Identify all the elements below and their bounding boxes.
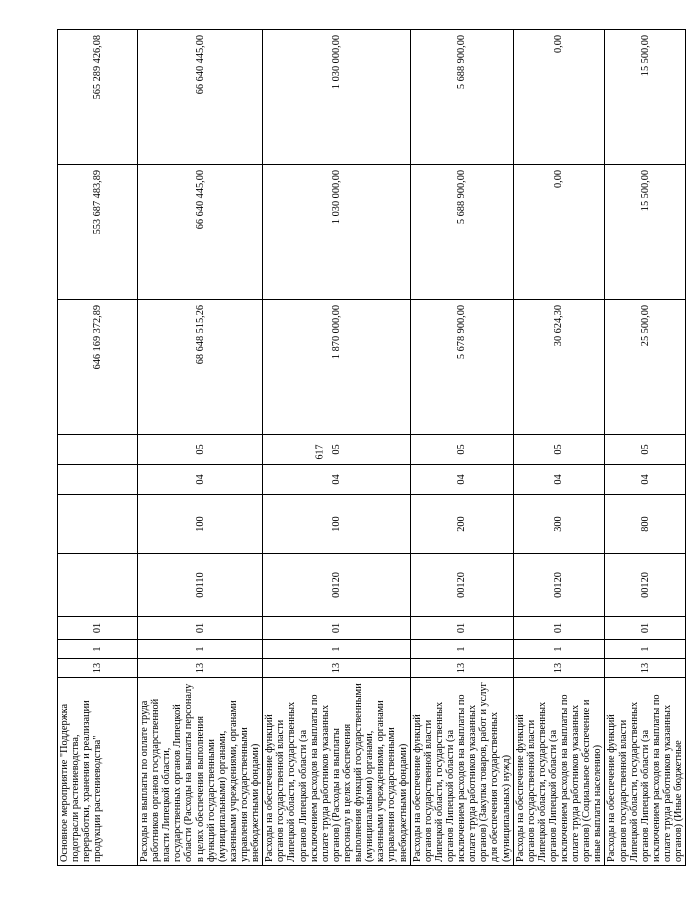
amount-cell: 66 640 445,00 (138, 30, 263, 165)
code-cell: 04 (263, 465, 410, 495)
amount-cell: 1 030 000,00 (263, 30, 410, 165)
code-cell: 04 (605, 465, 686, 495)
code-cell: 05 (513, 435, 605, 465)
code-cell: 04 (410, 465, 513, 495)
row-description: Основное мероприятие "Поддержка подотрасли растениеводства, переработки, хранения и реализации продукции растениеводства" (58, 678, 138, 866)
code-cell: 04 (138, 465, 263, 495)
code-cell: 1 (605, 640, 686, 659)
budget-table (57, 29, 686, 866)
table-row (138, 30, 263, 866)
table-row (513, 30, 605, 866)
amount-cell: 15 500,00 (605, 30, 686, 165)
code-cell: 01 (410, 617, 513, 640)
code-cell: 1 (138, 640, 263, 659)
code-cell: 00110 (138, 554, 263, 617)
code-cell (58, 554, 138, 617)
code-cell: 100 (138, 495, 263, 554)
code-cell: 13 (410, 659, 513, 678)
amount-cell: 15 500,00 (605, 165, 686, 300)
code-cell (58, 465, 138, 495)
rotated-table-container (57, 30, 685, 866)
code-cell: 05 (263, 435, 410, 465)
amount-cell: 5 678 900,00 (410, 300, 513, 435)
code-cell: 05 (410, 435, 513, 465)
table-row (263, 30, 410, 866)
amount-cell: 66 640 445,00 (138, 165, 263, 300)
code-cell: 200 (410, 495, 513, 554)
amount-cell: 646 169 372,89 (58, 300, 138, 435)
code-cell: 1 (410, 640, 513, 659)
code-cell: 01 (58, 617, 138, 640)
code-cell: 13 (513, 659, 605, 678)
code-cell: 05 (605, 435, 686, 465)
code-cell: 04 (513, 465, 605, 495)
code-cell: 01 (138, 617, 263, 640)
code-cell (58, 435, 138, 465)
code-cell: 1 (263, 640, 410, 659)
amount-cell: 25 500,00 (605, 300, 686, 435)
amount-cell: 0,00 (513, 30, 605, 165)
code-cell: 00120 (263, 554, 410, 617)
row-description: Расходы на обеспечение функций органов государственной власти Липецкой области, государственных органов Липецкой области (за исключением расходов на выплаты по оплате труда работников указанных органов) (Расходы на выплаты персоналу в целях обеспечения выполнения функций государственными (муниципальными) органами, казенными учреждениями, органами управления государственными внебюджетными фондами) (263, 678, 410, 866)
amount-cell: 68 648 515,26 (138, 300, 263, 435)
amount-cell: 5 688 900,00 (410, 165, 513, 300)
code-cell: 00120 (605, 554, 686, 617)
amount-cell: 30 624,30 (513, 300, 605, 435)
amount-cell: 553 687 483,89 (58, 165, 138, 300)
code-cell: 800 (605, 495, 686, 554)
amount-cell: 1 030 000,00 (263, 165, 410, 300)
code-cell: 00120 (513, 554, 605, 617)
page-number: 617 (314, 444, 326, 460)
amount-cell: 1 870 000,00 (263, 300, 410, 435)
code-cell: 05 (138, 435, 263, 465)
code-cell (58, 495, 138, 554)
code-cell: 1 (58, 640, 138, 659)
code-cell: 01 (513, 617, 605, 640)
code-cell: 300 (513, 495, 605, 554)
code-cell: 01 (605, 617, 686, 640)
code-cell: 01 (263, 617, 410, 640)
amount-cell: 5 688 900,00 (410, 30, 513, 165)
amount-cell: 565 289 426,08 (58, 30, 138, 165)
code-cell: 1 (513, 640, 605, 659)
code-cell: 00120 (410, 554, 513, 617)
code-cell: 13 (138, 659, 263, 678)
row-description: Расходы на обеспечение функций органов государственной власти Липецкой области, государственных органов Липецкой области (за исключением расходов на выплаты по оплате труда работников указанных органов) (Социальное обеспечение и иные выплаты населению) (513, 678, 605, 866)
row-description: Расходы на обеспечение функций органов государственной власти Липецкой области, государственных органов Липецкой области (за исключением расходов на выплаты по оплате труда работников указанных органов) (Иные бюджетные (605, 678, 686, 866)
row-description: Расходы на выплаты по оплате труда работников органов государственной власти Липецкой области, государственных органов Липецкой области (Расходы на выплаты персоналу в целях обеспечения выполнения функций государственными (муниципальными) органами, казенными учреждениями, органами управления государственными внебюджетными фондами) (138, 678, 263, 866)
code-cell: 13 (58, 659, 138, 678)
table-row (605, 30, 686, 866)
row-description: Расходы на обеспечение функций органов государственной власти Липецкой области, государственных органов Липецкой области (за исключением расходов на выплаты по оплате труда работников указанных органов) (Закупка товаров, работ и услуг для обеспечения государственных (муниципальных) нужд) (410, 678, 513, 866)
table-row (58, 30, 138, 866)
amount-cell: 0,00 (513, 165, 605, 300)
code-cell: 13 (263, 659, 410, 678)
code-cell: 13 (605, 659, 686, 678)
code-cell: 100 (263, 495, 410, 554)
table-row (410, 30, 513, 866)
